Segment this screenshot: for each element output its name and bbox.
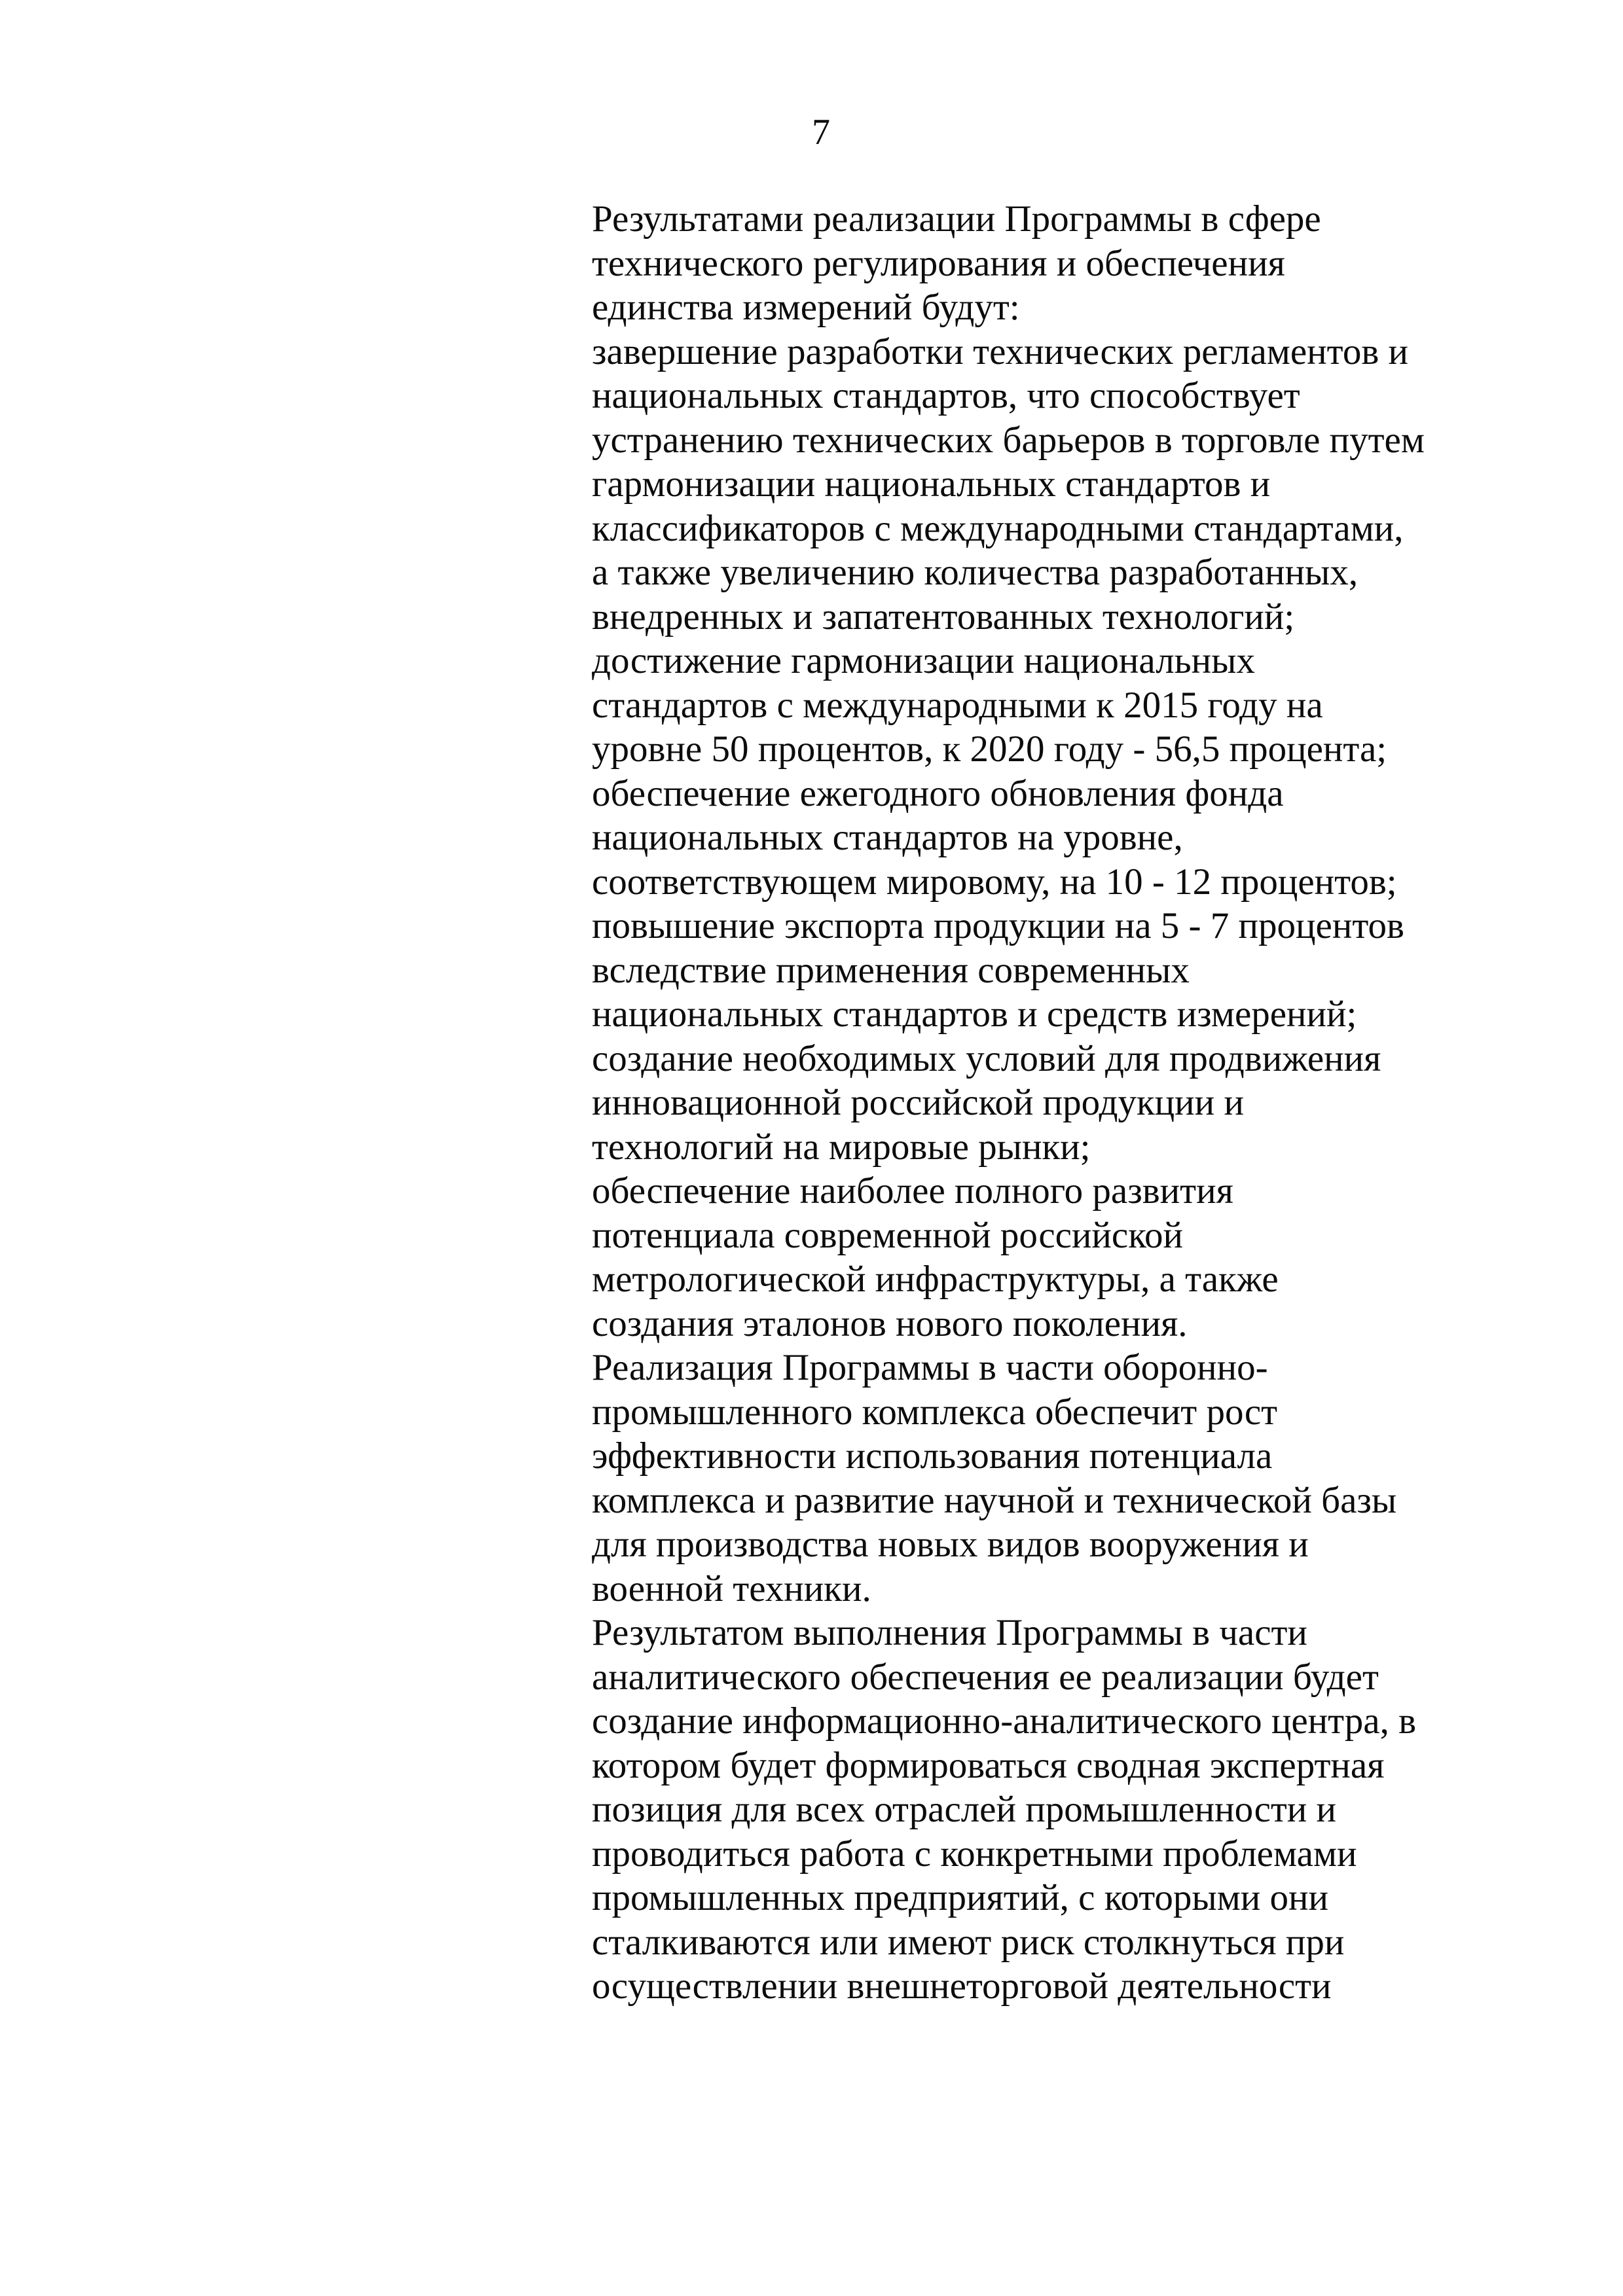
text-line: технологий на мировые рынки; [592, 1126, 1091, 1168]
text-line: военной техники. [592, 1568, 871, 1609]
text-line: создания эталонов нового поколения. [592, 1302, 1188, 1344]
text-line: внедренных и запатентованных технологий; [592, 596, 1295, 637]
text-line: проводиться работа с конкретными проблемами [592, 1833, 1357, 1874]
text-line: вследствие применения современных [592, 949, 1190, 991]
text-line: соответствующем мировому, на 10 - 12 процентов; [592, 861, 1397, 903]
text-line: инновационной российской продукции и [592, 1082, 1244, 1123]
text-line: Реализация Программы в части оборонно- [592, 1347, 1268, 1388]
text-line: классификаторов с международными стандартами, [592, 507, 1404, 549]
text-line: позиция для всех отраслей промышленности и [592, 1789, 1337, 1830]
text-line: сталкиваются или имеют риск столкнуться при [592, 1921, 1345, 1963]
text-line: создание необходимых условий для продвижения [592, 1037, 1381, 1079]
text-line: эффективности использования потенциала [592, 1435, 1273, 1477]
text-line: национальных стандартов на уровне, [592, 817, 1183, 858]
text-line: потенциала современной российской [592, 1214, 1184, 1256]
text-line: для производства новых видов вооружения и [592, 1524, 1309, 1565]
text-line: национальных стандартов и средств измерений; [592, 994, 1357, 1035]
text-line: метрологической инфраструктуры, а также [592, 1259, 1279, 1300]
text-line: единства измерений будут: [592, 287, 1020, 328]
text-line: осуществлении внешнеторговой деятельности [592, 1965, 1332, 2007]
text-line: технического регулирования и обеспечения [592, 242, 1285, 284]
text-line: повышение экспорта продукции на 5 - 7 процентов [592, 905, 1404, 946]
text-line: аналитического обеспечения ее реализации будет [592, 1656, 1379, 1698]
text-line: обеспечение наиболее полного развития [592, 1170, 1233, 1211]
text-line: обеспечение ежегодного обновления фонда [592, 772, 1284, 814]
text-line: Результатами реализации Программы в сфере [592, 198, 1321, 240]
text-line: создание информационно-аналитического центра, в [592, 1700, 1416, 1742]
page-number: 7 [812, 112, 830, 152]
text-line: устранению технических барьеров в торговле путем [592, 419, 1425, 461]
text-line: комплекса и развитие научной и технической базы [592, 1479, 1397, 1521]
text-line: гармонизации национальных стандартов и [592, 463, 1271, 505]
text-line: котором будет формироваться сводная экспертная [592, 1744, 1385, 1786]
text-line: завершение разработки технических регламентов и [592, 331, 1408, 372]
body-text [592, 197, 1508, 2009]
text-line: Результатом выполнения Программы в части [592, 1612, 1307, 1653]
text-line: промышленных предприятий, с которыми они [592, 1877, 1329, 1918]
text-line: стандартов с международными к 2015 году на [592, 684, 1323, 726]
text-line: уровне 50 процентов, к 2020 году - 56,5 процента; [592, 728, 1387, 770]
text-line: достижение гармонизации национальных [592, 640, 1255, 681]
text-line: промышленного комплекса обеспечит рост [592, 1391, 1278, 1433]
text-line: национальных стандартов, что способствует [592, 375, 1300, 416]
text-line: а также увеличению количества разработанных, [592, 552, 1359, 593]
